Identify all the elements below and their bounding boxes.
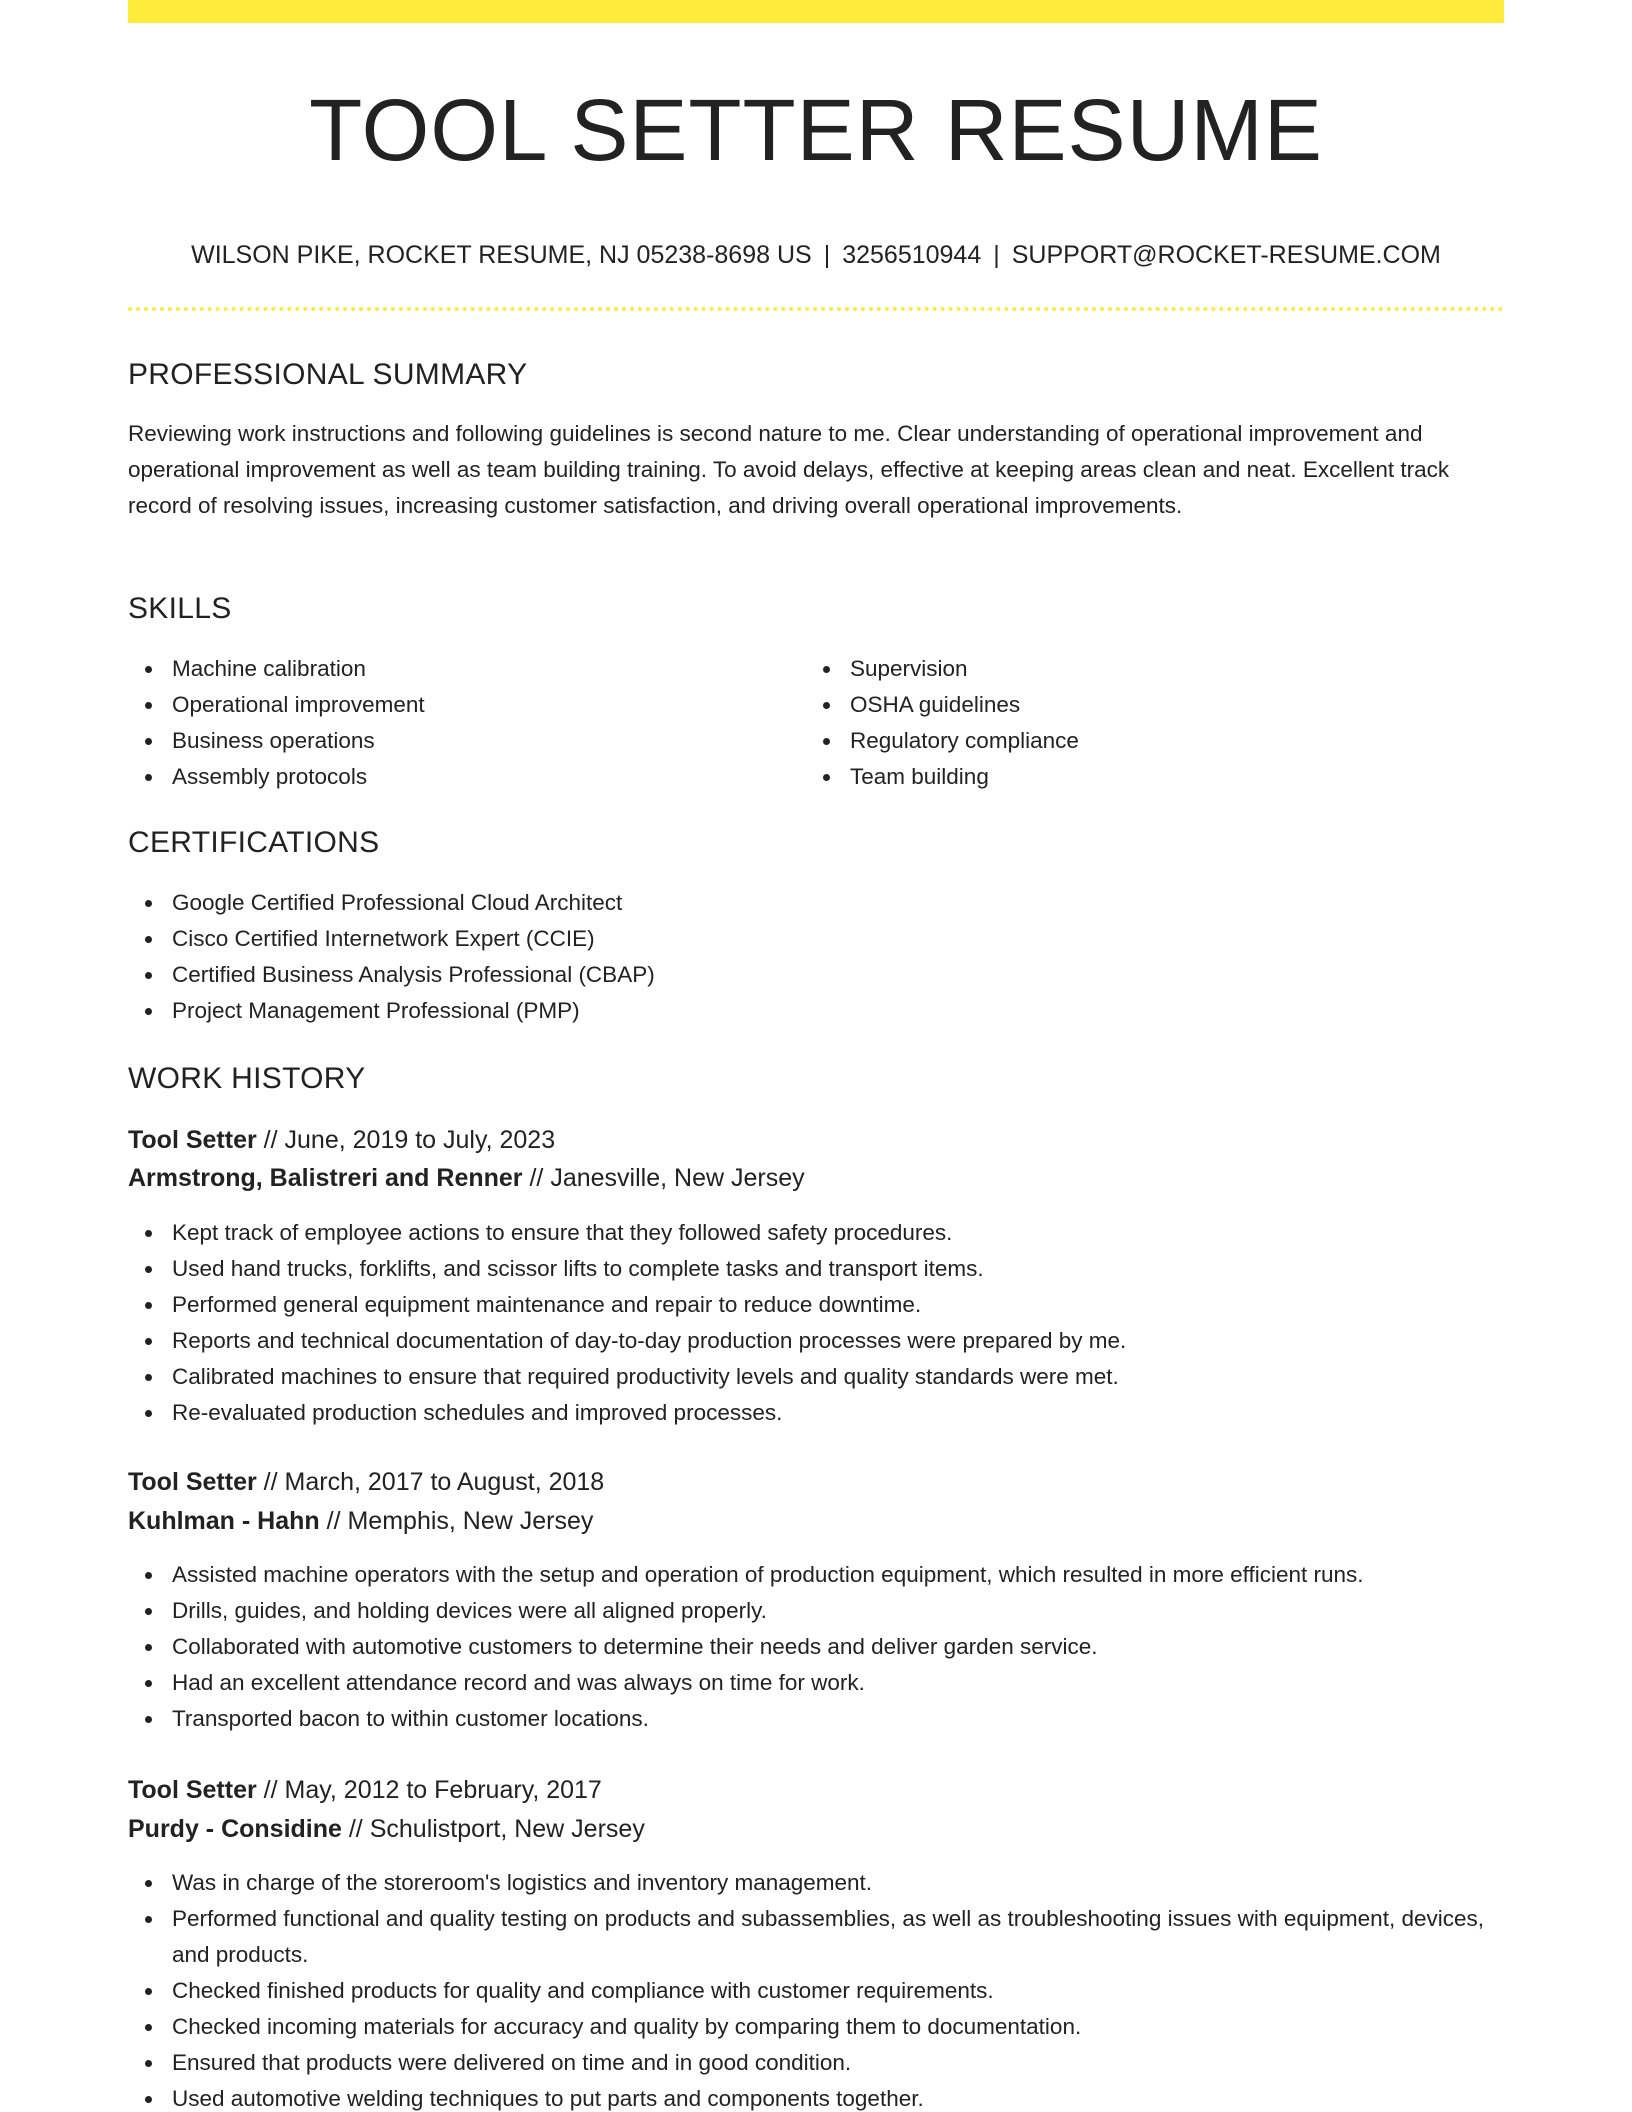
job-bullet: Ensured that products were delivered on time and in good condition.	[128, 2045, 1504, 2081]
skill-item: Machine calibration	[128, 651, 768, 687]
job-bullet: Checked finished products for quality and compliance with customer requirements.	[128, 1973, 1504, 2009]
job-bullet: Used automotive welding techniques to put parts and components together.	[128, 2081, 1504, 2112]
job-title-line	[128, 1771, 602, 1809]
certification-item: Cisco Certified Internetwork Expert (CCIE)	[128, 921, 1504, 957]
job-bullet: Transported bacon to within customer locations.	[128, 1701, 1504, 1737]
skills-list-right	[806, 651, 1486, 795]
skills-list-left	[128, 651, 768, 795]
job-company-line	[128, 1159, 805, 1197]
contact-line	[128, 235, 1504, 275]
job-bullet: Drills, guides, and holding devices were all aligned properly.	[128, 1593, 1504, 1629]
job-company-line	[128, 1810, 645, 1848]
summary-heading: PROFESSIONAL SUMMARY	[128, 358, 528, 391]
contact-address: WILSON PIKE, ROCKET RESUME, NJ 05238-8698 US	[191, 241, 812, 269]
job-bullet: Kept track of employee actions to ensure that they followed safety procedures.	[128, 1215, 1504, 1251]
job-company-line	[128, 1502, 593, 1540]
job-bullet: Was in charge of the storeroom's logistics and inventory management.	[128, 1865, 1504, 1901]
top-accent-bar	[128, 0, 1504, 23]
skill-item: Operational improvement	[128, 687, 768, 723]
skill-item: Supervision	[806, 651, 1486, 687]
work-history-heading: WORK HISTORY	[128, 1062, 366, 1095]
contact-email: SUPPORT@ROCKET-RESUME.COM	[1011, 241, 1441, 269]
dotted-divider	[128, 307, 1504, 311]
job-company: Purdy - Considine	[128, 1815, 342, 1843]
skill-item: Regulatory compliance	[806, 723, 1486, 759]
skill-item: Team building	[806, 759, 1486, 795]
resume-page	[128, 0, 1504, 2112]
job-location: Memphis, New Jersey	[347, 1507, 594, 1535]
job-dates: May, 2012 to February, 2017	[284, 1776, 602, 1804]
job-bullet: Collaborated with automotive customers to determine their needs and deliver garden service.	[128, 1629, 1504, 1665]
skill-item: Business operations	[128, 723, 768, 759]
job-title-line	[128, 1463, 604, 1501]
resume-title: TOOL SETTER RESUME	[309, 82, 1323, 179]
skill-item: Assembly protocols	[128, 759, 768, 795]
skills-heading: SKILLS	[128, 592, 232, 625]
job-bullet: Performed functional and quality testing on products and subassemblies, as well as troubleshooting issues with equipment, devices, and products.	[128, 1901, 1504, 1973]
job-separator: //	[263, 1468, 278, 1496]
certification-item: Certified Business Analysis Professional (CBAP)	[128, 957, 1504, 993]
contact-separator: |	[993, 241, 1000, 269]
job-dates: March, 2017 to August, 2018	[284, 1468, 605, 1496]
job-location: Janesville, New Jersey	[550, 1164, 805, 1192]
job-title-line	[128, 1121, 555, 1159]
job-separator: //	[348, 1815, 363, 1843]
job-separator: //	[263, 1126, 278, 1154]
job-separator: //	[263, 1776, 278, 1804]
summary-text: Reviewing work instructions and following guidelines is second nature to me. Clear understanding of operational improvement and operational improvement as well as team building training. To avoid delays, effective at keeping areas clean and neat. Excellent track record of resolving issues, increasing customer satisfaction, and driving overall operational improvements.	[128, 421, 1450, 518]
certifications-heading: CERTIFICATIONS	[128, 826, 380, 859]
job-bullet: Calibrated machines to ensure that required productivity levels and quality standards were met.	[128, 1359, 1504, 1395]
skill-item: OSHA guidelines	[806, 687, 1486, 723]
job-bullet: Checked incoming materials for accuracy and quality by comparing them to documentation.	[128, 2009, 1504, 2045]
job-dates: June, 2019 to July, 2023	[284, 1126, 556, 1154]
job-bullet: Used hand trucks, forklifts, and scissor lifts to complete tasks and transport items.	[128, 1251, 1504, 1287]
job-bullets	[128, 1865, 1504, 2112]
job-bullets	[128, 1215, 1504, 1431]
job-title: Tool Setter	[128, 1126, 257, 1154]
job-separator: //	[326, 1507, 341, 1535]
job-bullet: Had an excellent attendance record and was always on time for work.	[128, 1665, 1504, 1701]
contact-separator: |	[823, 241, 831, 269]
job-location: Schulistport, New Jersey	[369, 1815, 645, 1843]
job-bullet: Reports and technical documentation of day-to-day production processes were prepared by me.	[128, 1323, 1504, 1359]
certification-item: Project Management Professional (PMP)	[128, 993, 1504, 1029]
certifications-list	[128, 885, 1504, 1029]
job-company: Armstrong, Balistreri and Renner	[128, 1164, 523, 1192]
job-separator: //	[529, 1164, 544, 1192]
job-title: Tool Setter	[128, 1776, 257, 1804]
certification-item: Google Certified Professional Cloud Architect	[128, 885, 1504, 921]
job-company: Kuhlman - Hahn	[128, 1507, 320, 1535]
job-bullet: Assisted machine operators with the setup and operation of production equipment, which resulted in more efficient runs.	[128, 1557, 1504, 1593]
job-title: Tool Setter	[128, 1468, 257, 1496]
contact-phone: 3256510944	[842, 241, 982, 269]
job-bullets	[128, 1557, 1504, 1737]
job-bullet: Re-evaluated production schedules and improved processes.	[128, 1395, 1504, 1431]
job-bullet: Performed general equipment maintenance and repair to reduce downtime.	[128, 1287, 1504, 1323]
